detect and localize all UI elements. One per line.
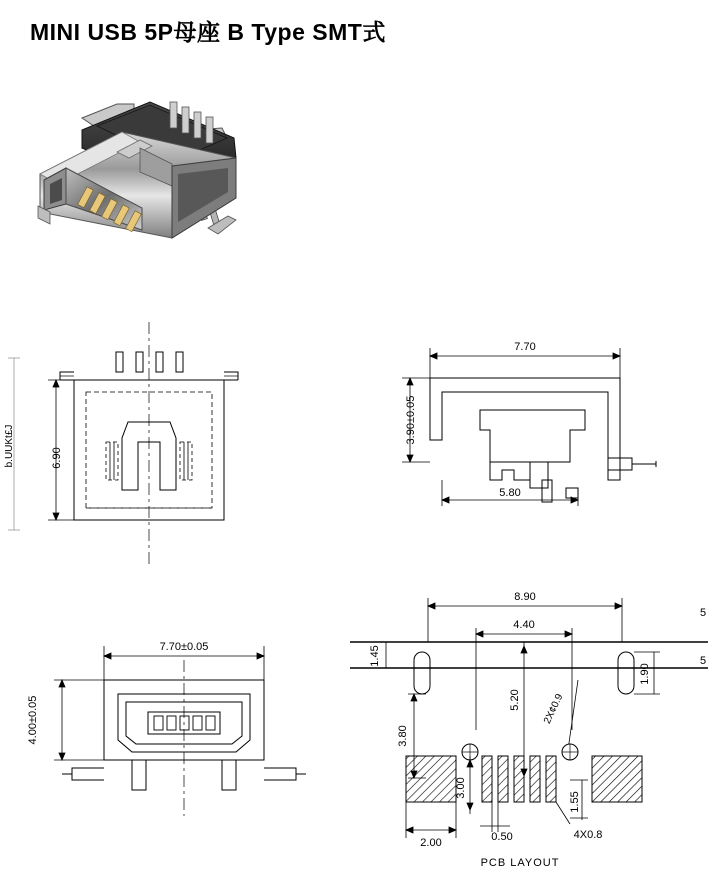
dim-w-0-50: 0.50 [491,831,513,843]
dim-h-3-80: 3.80 [397,725,409,747]
dim-w-4-40: 4.40 [513,619,535,631]
dim-h-1-90: 1.90 [639,663,651,685]
dim-height-3-90: 3.90±0.05 [405,395,417,445]
dim-w-2-00: 2.00 [420,837,442,849]
dim-w-8-90: 8.90 [514,591,536,603]
dim-h-1-45: 1.45 [369,645,381,667]
dim-hole-2x: 2X¢0.9 [542,692,566,726]
page-title: MINI USB 5P母座 B Type SMT式 [30,19,386,45]
dim-w-4x0-8: 4X0.8 [573,829,603,841]
dim-height-4-00-tol: 4.00±0.05 [27,695,39,745]
pcb-layout-view [330,580,715,870]
dim-width-7-70: 7.70 [514,341,536,353]
dim-h-1-55: 1.55 [569,791,581,813]
dim-height-6-90: 6.90 [51,447,63,469]
product-photo [22,88,252,248]
pcb-layout-caption: PCB LAYOUT [480,857,560,869]
dim-left-note: b.UUKt£J [4,424,15,468]
dim-edge-bottom: 5 [700,655,707,667]
dim-edge-top: 5 [700,607,707,619]
side-view [380,330,700,560]
front-view [0,330,330,580]
dim-h-5-20: 5.20 [509,689,521,711]
dim-width-5-80: 5.80 [499,487,521,499]
dim-width-7-70-tol: 7.70±0.05 [159,641,209,653]
dim-h-3-00: 3.00 [455,777,467,799]
top-view [0,620,340,870]
